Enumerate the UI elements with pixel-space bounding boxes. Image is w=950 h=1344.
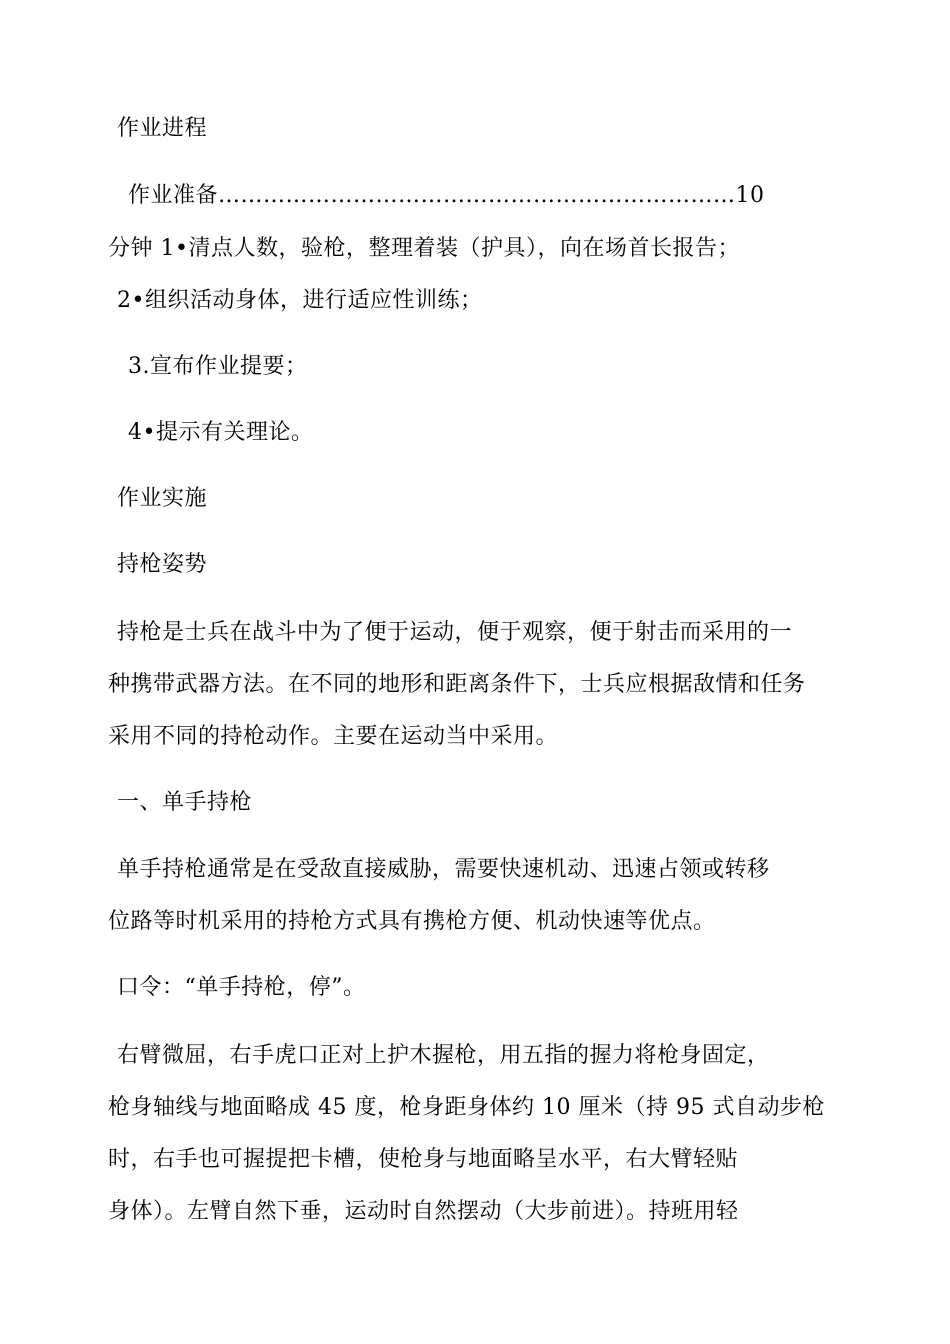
heading-posture: 持枪姿势 bbox=[117, 552, 208, 577]
paragraph-line: 持枪是士兵在战斗中为了便于运动，便于观察，便于射击而采用的一 bbox=[117, 620, 793, 645]
prep-item-1: 分钟 1•清点人数，验枪，整理着装（护具），向在场首长报告； bbox=[108, 236, 740, 261]
heading-implementation: 作业实施 bbox=[117, 486, 208, 511]
prep-item-2: 2•组织活动身体，进行适应性训练； bbox=[117, 288, 483, 313]
paragraph-line: 右臂微屈，右手虎口正对上护木握枪，用五指的握力将枪身固定， bbox=[117, 1043, 770, 1068]
paragraph-line: 种携带武器方法。在不同的地形和距离条件下，士兵应根据敌情和任务 bbox=[108, 672, 806, 697]
paragraph-line: 采用不同的持枪动作。主要在运动当中采用。 bbox=[108, 724, 559, 749]
command-line: 口令：“单手持枪，停”。 bbox=[117, 975, 366, 1000]
paragraph-line: 位路等时机采用的持枪方式具有携枪方便、机动快速等优点。 bbox=[108, 909, 716, 934]
prep-item-4: 4•提示有关理论。 bbox=[128, 420, 314, 445]
paragraph-line: 时，右手也可握提把卡槽，使枪身与地面略呈水平，右大臂轻贴 bbox=[108, 1147, 739, 1172]
heading-one-hand: 一、单手持枪 bbox=[117, 790, 253, 815]
paragraph-line: 身体）。左臂自然下垂，运动时自然摆动（大步前进）。持班用轻 bbox=[108, 1199, 739, 1224]
paragraph-line: 枪身轴线与地面略成 45 度，枪身距身体约 10 厘米（持 95 式自动步枪 bbox=[108, 1095, 825, 1120]
prep-line: 作业准备……………………………………………………………10 bbox=[128, 183, 765, 208]
prep-item-3: 3.宣布作业提要； bbox=[128, 354, 308, 379]
heading-progress: 作业进程 bbox=[117, 116, 208, 141]
paragraph-line: 单手持枪通常是在受敌直接威胁，需要快速机动、迅速占领或转移 bbox=[117, 857, 770, 882]
